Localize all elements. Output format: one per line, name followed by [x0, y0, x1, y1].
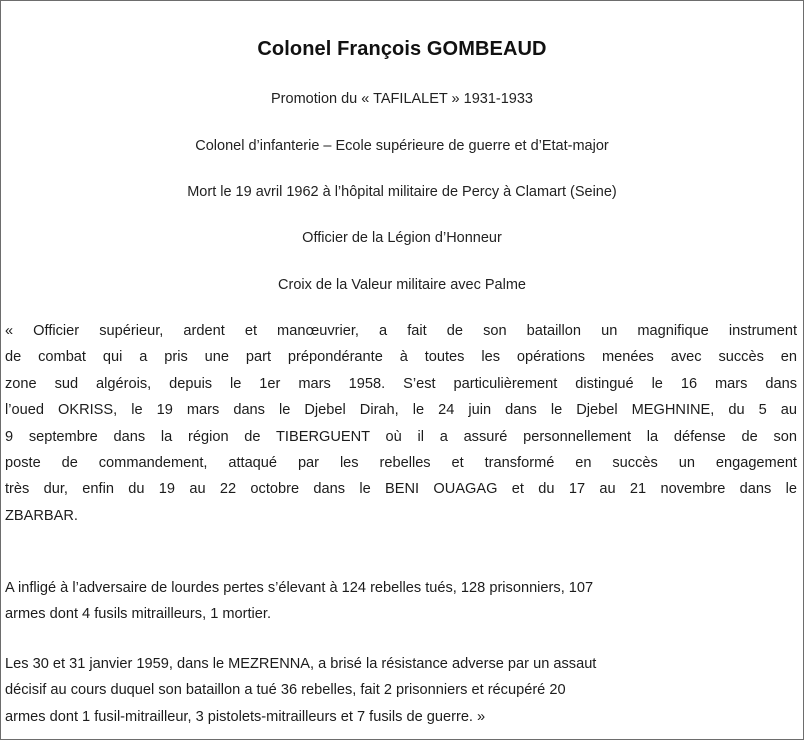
paragraph-line: Les 30 et 31 janvier 1959, dans le MEZRENNA, a brisé la résistance adverse par un assaut: [5, 656, 597, 672]
rank-line: Colonel d’infanterie – Ecole supérieure de guerre et d’Etat-major: [195, 138, 609, 154]
promotion-line: Promotion du « TAFILALET » 1931-1933: [271, 91, 533, 107]
cross-line: Croix de la Valeur militaire avec Palme: [278, 277, 526, 293]
document-title: Colonel François GOMBEAUD: [257, 38, 547, 60]
citation-paragraph-3: [5, 651, 797, 730]
paragraph-line: ZBARBAR.: [5, 507, 78, 524]
paragraph-line: très dur, enfin du 19 au 22 octobre dans le BENI OUAGAG et du 17 au 21 novembre dans le: [5, 481, 797, 498]
citation-paragraph-1: [5, 318, 797, 529]
paragraph-line: décisif au cours duquel son bataillon a tué 36 rebelles, fait 2 prisonniers et récupéré 20: [5, 682, 566, 699]
paragraph-line: « Officier supérieur, ardent et manœuvrier, a fait de son bataillon un magnifique instrument: [5, 323, 797, 339]
paragraph-line: A infligé à l’adversaire de lourdes pertes s’élevant à 124 rebelles tués, 128 prisonniers, 107: [5, 580, 594, 596]
paragraph-line: zone sud algérois, depuis le 1er mars 1958. S’est particulièrement distingué le 16 mars dans: [5, 375, 797, 392]
paragraph-line: l’oued OKRISS, le 19 mars dans le Djebel Dirah, le 24 juin dans le Djebel MEGHNINE, du 5 au: [5, 402, 797, 419]
paragraph-line: de combat qui a pris une part prépondérante à toutes les opérations menées avec succès en: [5, 349, 797, 366]
citation-paragraph-2: [5, 575, 797, 628]
paragraph-line: armes dont 4 fusils mitrailleurs, 1 mortier.: [5, 606, 272, 623]
death-line: Mort le 19 avril 1962 à l’hôpital militaire de Percy à Clamart (Seine): [187, 184, 617, 200]
paragraph-line: 9 septembre dans la région de TIBERGUENT où il a assuré personnellement la défense de son: [5, 428, 797, 445]
paragraph-line: poste de commandement, attaqué par les rebelles et transformé en succès un engagement: [5, 455, 797, 472]
honour-line: Officier de la Légion d’Honneur: [302, 230, 502, 246]
paragraph-line: armes dont 1 fusil-mitrailleur, 3 pistolets-mitrailleurs et 7 fusils de guerre. »: [5, 708, 486, 725]
